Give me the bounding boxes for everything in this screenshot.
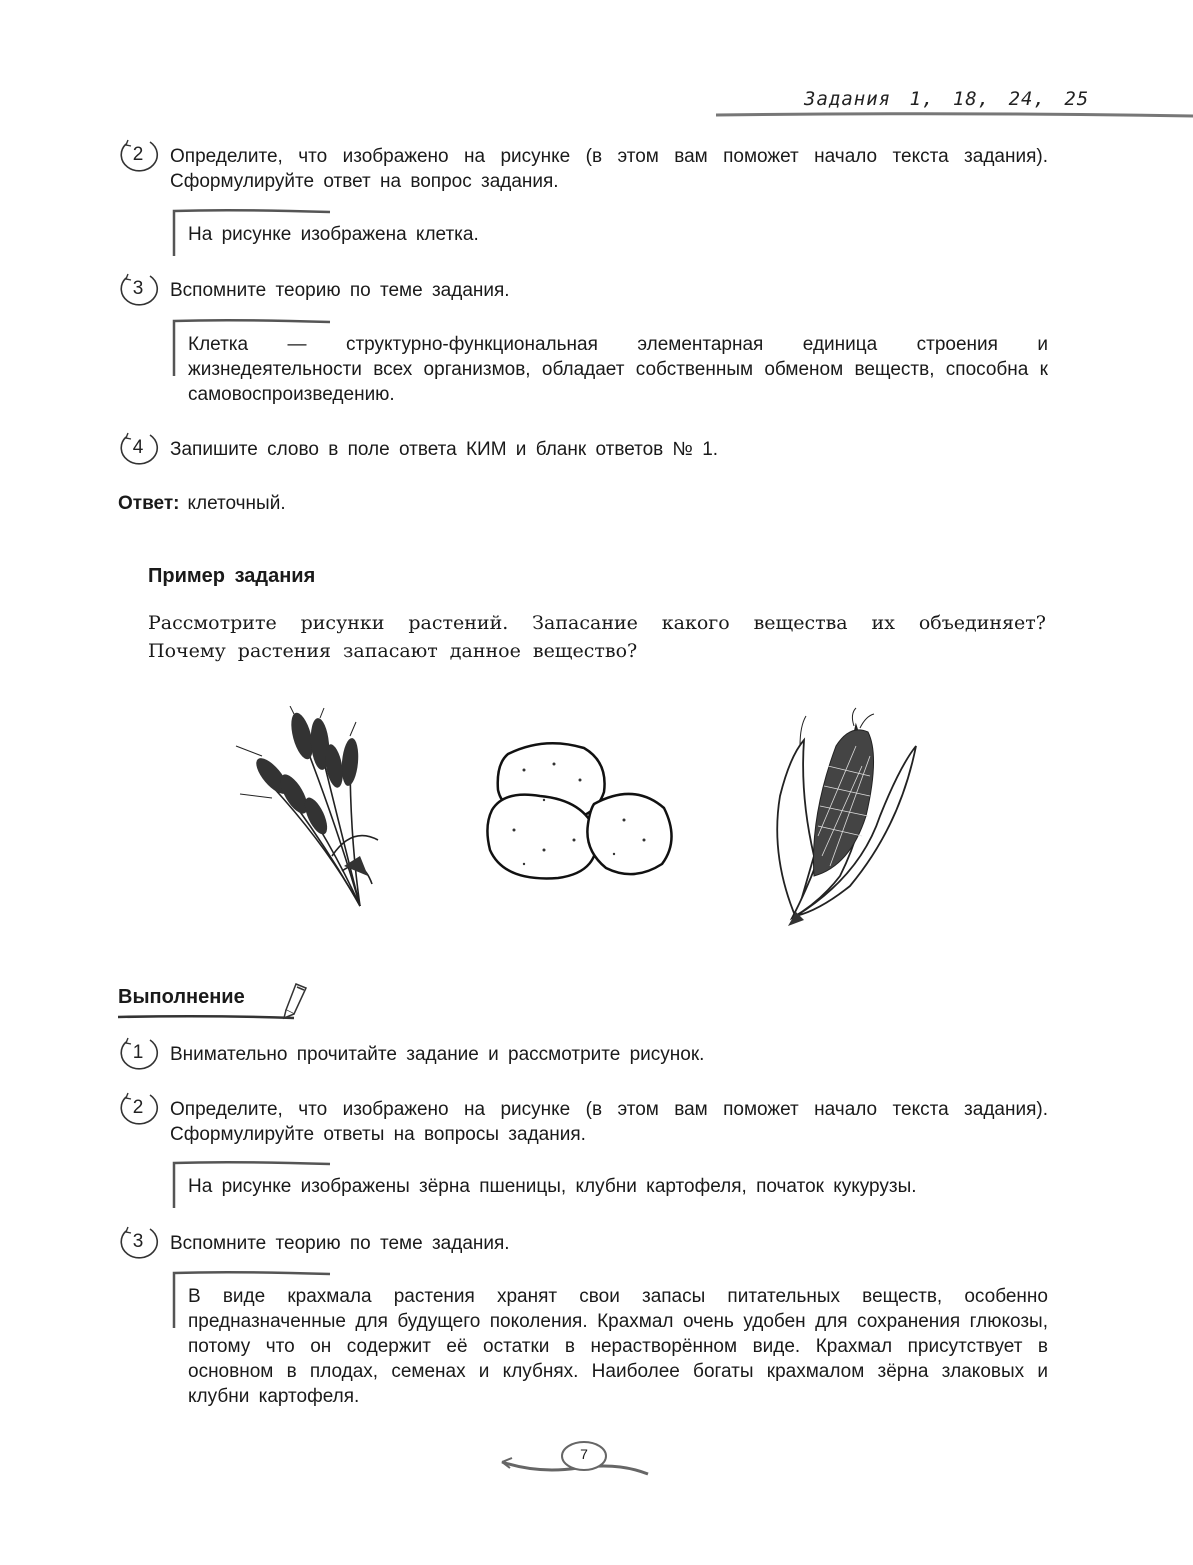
note-bracket [172, 1160, 332, 1210]
solution-heading: Выполнение [118, 986, 245, 1008]
step-text: Определите, что изображено на рисунке (в этом вам поможет начало текста задания). Сформулируйте ответы на вопросы задания. [170, 1099, 1048, 1145]
note-text: Клетка — структурно-функциональная элементарная единица строения и жизнедеятельности всех организмов, обладает собственным обменом веществ, способна к самовоспроизведению. [188, 334, 1048, 405]
step-number-badge: 2 [118, 138, 162, 178]
note-bracket [172, 318, 332, 378]
step-text: Запишите слово в поле ответа КИМ и бланк ответов № 1. [170, 439, 719, 460]
note-box [172, 1270, 1048, 1409]
solution-step-2 [118, 1097, 1048, 1147]
note-bracket [172, 208, 332, 258]
step-text: Вспомните теорию по теме задания. [170, 1233, 510, 1254]
step-4 [118, 437, 1048, 462]
page-number-ornament [498, 1438, 658, 1488]
step-number-badge: 3 [118, 1225, 162, 1265]
note-box [172, 1160, 1048, 1199]
example-text: Рассмотрите рисунки растений. Запасание какого вещества их объединяет? Почему растения запасают данное вещество? [148, 612, 1046, 662]
step-number-badge: 2 [118, 1091, 162, 1131]
solution-step-1 [118, 1042, 1048, 1067]
note-box [172, 318, 1048, 407]
step-text: Вспомните теорию по теме задания. [170, 280, 510, 301]
note-bracket [172, 1270, 332, 1330]
corn-illustration [770, 706, 920, 928]
note-text: В виде крахмала растения хранят свои запасы питательных веществ, особенно предназначенные для будущего поколения. Крахмал очень удобен для сохранения глюкозы, потому что он содержит её остатки в нерастворённом виде. Крахмал присутствует в основном в плодах, семенах и клубнях. Наиболее богаты крахмалом зёрна злаковых и клубни картофеля. [188, 1286, 1048, 1407]
wheat-illustration [232, 706, 382, 912]
answer-line [118, 493, 286, 515]
answer-label: Ответ: [118, 493, 180, 514]
step-number-badge: 3 [118, 272, 162, 312]
step-3 [118, 278, 1048, 303]
example-heading: Пример задания [148, 565, 316, 587]
running-header: Задания 1, 18, 24, 25 [804, 88, 1090, 110]
solution-step-3 [118, 1231, 1048, 1256]
note-box [172, 208, 1048, 247]
page-number: 7 [580, 1446, 588, 1462]
note-text: На рисунке изображена клетка. [188, 224, 479, 245]
potato-illustration [484, 740, 680, 884]
step-number-badge: 1 [118, 1036, 162, 1076]
step-text: Определите, что изображено на рисунке (в этом вам поможет начало текста задания). Сформулируйте ответ на вопрос задания. [170, 146, 1048, 192]
step-number-badge: 4 [118, 431, 162, 471]
step-text: Внимательно прочитайте задание и рассмотрите рисунок. [170, 1044, 705, 1065]
header-rule [716, 112, 1193, 118]
note-text: На рисунке изображены зёрна пшеницы, клубни картофеля, початок кукурузы. [188, 1176, 917, 1197]
answer-value: клеточный. [187, 493, 286, 514]
step-2 [118, 144, 1048, 194]
section-rule [118, 1013, 298, 1021]
